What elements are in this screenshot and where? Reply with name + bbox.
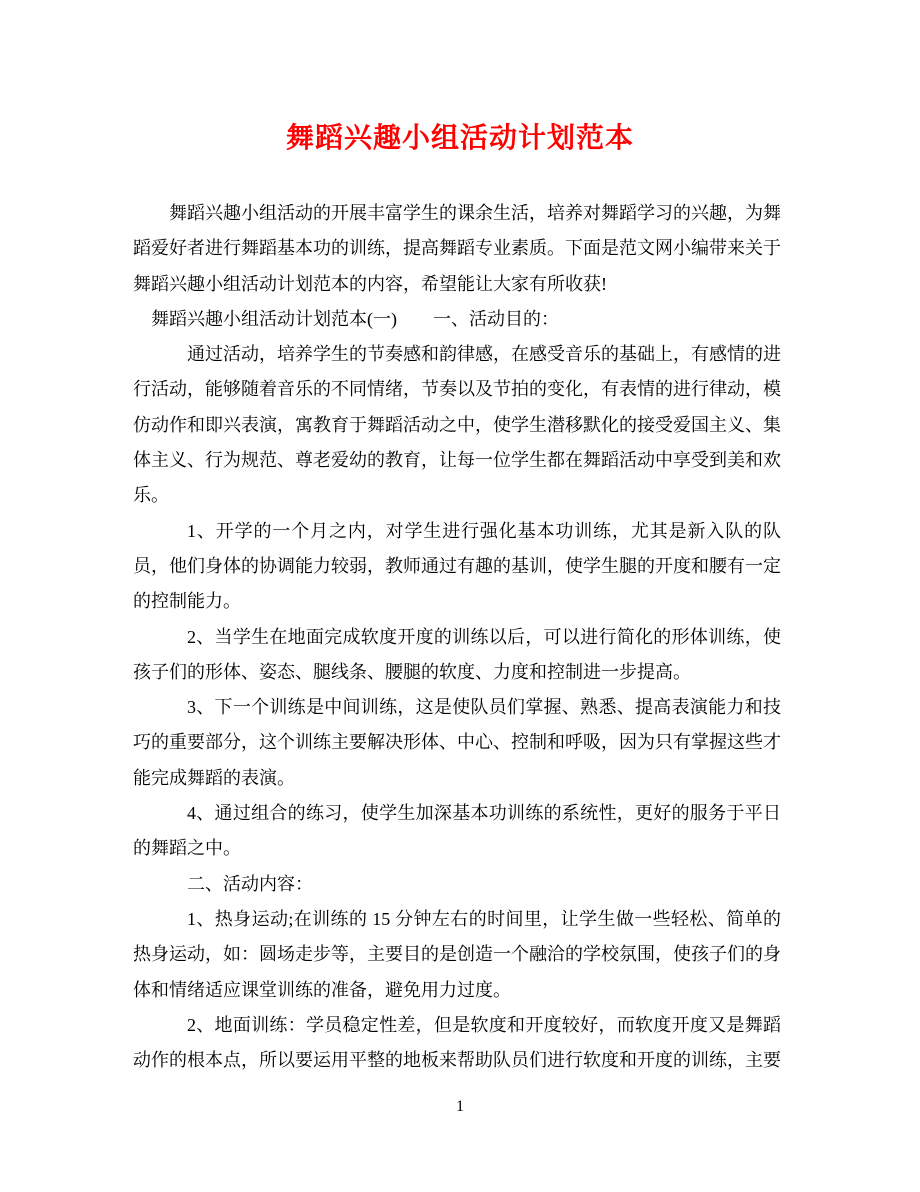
document-body [133, 196, 781, 1078]
paragraph-item-2: 2、当学生在地面完成软度开度的训练以后，可以进行简化的形体训练，使孩子们的形体、姿态、腿线条、腰腿的软度、力度和控制进一步提高。 [133, 626, 781, 682]
paragraph-item-4: 4、通过组合的练习，使学生加深基本功训练的系统性，更好的服务于平日的舞蹈之中。 [133, 803, 781, 859]
paragraph-intro: 舞蹈兴趣小组活动的开展丰富学生的课余生活，培养对舞蹈学习的兴趣，为舞蹈爱好者进行舞蹈基本功的训练，提高舞蹈专业素质。下面是范文网小编带来关于舞蹈兴趣小组活动计划范本的内容，希望能让大家有所收获! [133, 203, 781, 294]
paragraph-item-1: 1、开学的一个月之内，对学生进行强化基本功训练，尤其是新入队的队员，他们身体的协调能力较弱，教师通过有趣的基训，使学生腿的开度和腰有一定的控制能力。 [133, 520, 781, 612]
document-title: 舞蹈兴趣小组活动计划范本 [285, 123, 634, 154]
paragraph-warmup: 1、热身运动;在训练的 15 分钟左右的时间里，让学生做一些轻松、简单的热身运动，如：圆场走步等，主要目的是创造一个融洽的学校氛围，使孩子们的身体和情绪适应课堂训练的准备，避免用力过度。 [133, 908, 781, 1000]
paragraph-content-heading: 二、活动内容： [187, 873, 313, 894]
paragraph-floor-training: 2、地面训练：学员稳定性差，但是软度和开度较好，而软度开度又是舞蹈动作的根本点，所以要运用平整的地板来帮助队员们进行软度和开度的训练，主要 [133, 1014, 781, 1071]
page-number: 1 [456, 1098, 464, 1115]
paragraph-item-3: 3、下一个训练是中间训练，这是使队员们掌握、熟悉、提高表演能力和技巧的重要部分，这个训练主要解决形体、中心、控制和呼吸，因为只有掌握这些才能完成舞蹈的表演。 [133, 697, 781, 788]
paragraph-section-heading: 舞蹈兴趣小组活动计划范本(一) 一、活动目的： [151, 308, 559, 329]
paragraph-purpose: 通过活动，培养学生的节奏感和韵律感，在感受音乐的基础上，有感情的进行活动，能够随着音乐的不同情绪，节奏以及节拍的变化，有表情的进行律动，模仿动作和即兴表演，寓教育于舞蹈活动之中，使学生潜移默化的接受爱国主义、集体主义、行为规范、尊老爱幼的教育，让每一位学生都在舞蹈活动中享受到美和欢乐。 [133, 344, 781, 506]
